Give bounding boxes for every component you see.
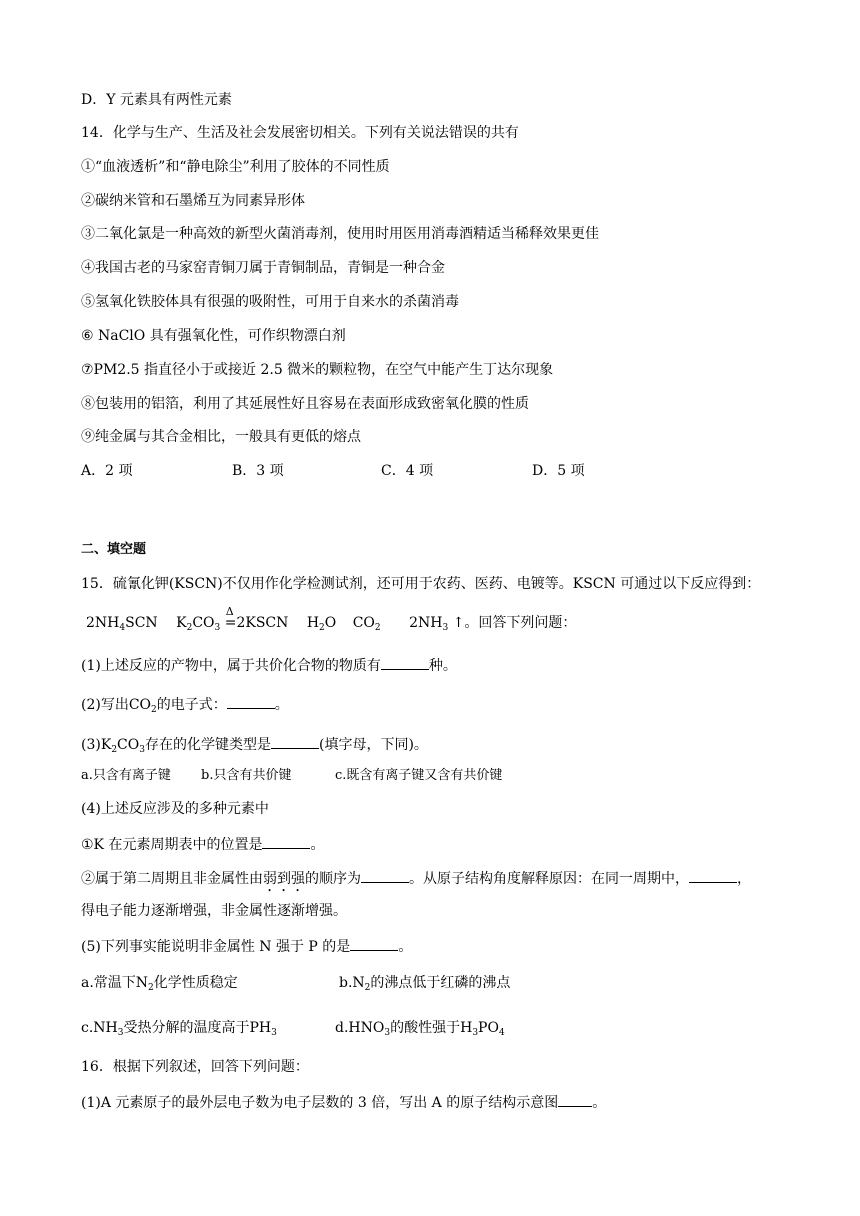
q14-option-b[interactable]: B．3 项 — [232, 463, 284, 479]
answer-blank[interactable] — [262, 833, 310, 849]
q15-part3: $(3)K_2CO_3$存在的化学键类型是 (填字母，下同)。 — [81, 733, 428, 760]
q15-part4-2: ②属于第二周期且非金属性由弱到强的顺序为 。从原子结构角度解释原因：在同一周期中， ， — [81, 867, 751, 895]
q15-part5-option-a[interactable]: a.常温下$N_2$化学性质稳定 — [81, 975, 238, 993]
q15-part5-option-c[interactable]: $c.NH_3$受热分解的温度高于$PH_3$ — [81, 1020, 277, 1038]
q15-part5-option-d[interactable]: $d.HNO_3$的酸性强于$H_3PO_4$ — [335, 1020, 505, 1038]
q13-option-d: D．Y 元素具有两性元素 — [81, 92, 232, 108]
answer-blank[interactable] — [271, 733, 319, 749]
q15-part3-option-c[interactable]: c.既含有离子键又含有共价键 — [335, 768, 503, 783]
q15-part3-option-a[interactable]: a.只含有离子键 — [81, 768, 171, 783]
q14-item-2: ②碳纳米管和石墨烯互为同素异形体 — [81, 193, 305, 209]
q14-option-c[interactable]: C．4 项 — [381, 463, 434, 479]
q15-part4-2-cont: 得电子能力逐渐增强，非金属性逐渐增强。 — [81, 903, 347, 919]
q15-reaction-equation: $2NH_4SCN$ $K_2CO_3$ Δ =2KSCN $H_2O$ $CO_2$ $2NH_3$ ↑。回答下列问题： — [86, 605, 577, 633]
q14-item-8: ⑧包装用的铝箔，利用了其延展性好且容易在表面形成致密氧化膜的性质 — [81, 396, 529, 412]
q15-part1: (1)上述反应的产物中，属于共价化合物的物质有 种。 — [81, 654, 457, 676]
q14-item-7: ⑦PM2.5 指直径小于或接近 2.5 微米的颗粒物，在空气中能产生丁达尔现象 — [81, 362, 554, 378]
q15-part4-1: ①K 在元素周期表中的位置是 。 — [81, 833, 324, 855]
answer-blank[interactable] — [227, 693, 275, 709]
q16-part1: (1)A 元素原子的最外层电子数为电子层数的 3 倍，写出 A 的原子结构示意图 。 — [81, 1091, 606, 1113]
q15-stem: 15．硫氰化钾(KSCN)不仅用作化学检测试剂，还可用于农药、医药、电镀等。KSCN 可通过以下反应得到： — [81, 576, 761, 592]
q15-part5-option-b[interactable]: $b.N_2$的沸点低于红磷的沸点 — [339, 975, 511, 993]
q14-item-3: ③二氧化氯是一种高效的新型火菌消毒剂，使用时用医用消毒酒精适当稀释效果更佳 — [81, 226, 599, 242]
q15-part3-option-b[interactable]: b.只含有共价键 — [201, 768, 292, 783]
section-title: 二、填空题 — [81, 542, 147, 557]
q16-stem: 16．根据下列叙述，回答下列问题： — [81, 1059, 309, 1075]
q15-part4: (4)上述反应涉及的多种元素中 — [81, 801, 269, 817]
q15-part2: (2)写出$CO_2$的电子式： 。 — [81, 693, 289, 720]
q14-item-5: ⑤氢氧化铁胶体具有很强的吸附性，可用于自来水的杀菌消毒 — [81, 294, 459, 310]
q15-eq-tail: 。回答下列问题： — [464, 615, 577, 631]
q14-item-6: ⑥ NaClO 具有强氧化性，可作织物漂白剂 — [81, 328, 346, 344]
q15-part5: (5)下列事实能说明非金属性 N 强于 P 的是 。 — [81, 935, 412, 957]
q14-item-1: ①“血液透析”和“静电除尘”利用了胶体的不同性质 — [81, 159, 390, 175]
q14-option-a[interactable]: A．2 项 — [81, 463, 133, 479]
answer-blank[interactable] — [558, 1091, 592, 1107]
answer-blank[interactable] — [361, 867, 409, 883]
answer-blank[interactable] — [689, 867, 737, 883]
q14-item-4: ④我国古老的马家窑青铜刀属于青铜制品，青铜是一种合金 — [81, 260, 445, 276]
q14-option-d[interactable]: D．5 项 — [532, 463, 585, 479]
answer-blank[interactable] — [350, 935, 398, 951]
answer-blank[interactable] — [381, 654, 429, 670]
q14-item-9: ⑨纯金属与其合金相比，一般具有更低的熔点 — [81, 429, 361, 445]
q14-stem: 14．化学与生产、生活及社会发展密切相关。下列有关说法错误的共有 — [81, 125, 519, 141]
